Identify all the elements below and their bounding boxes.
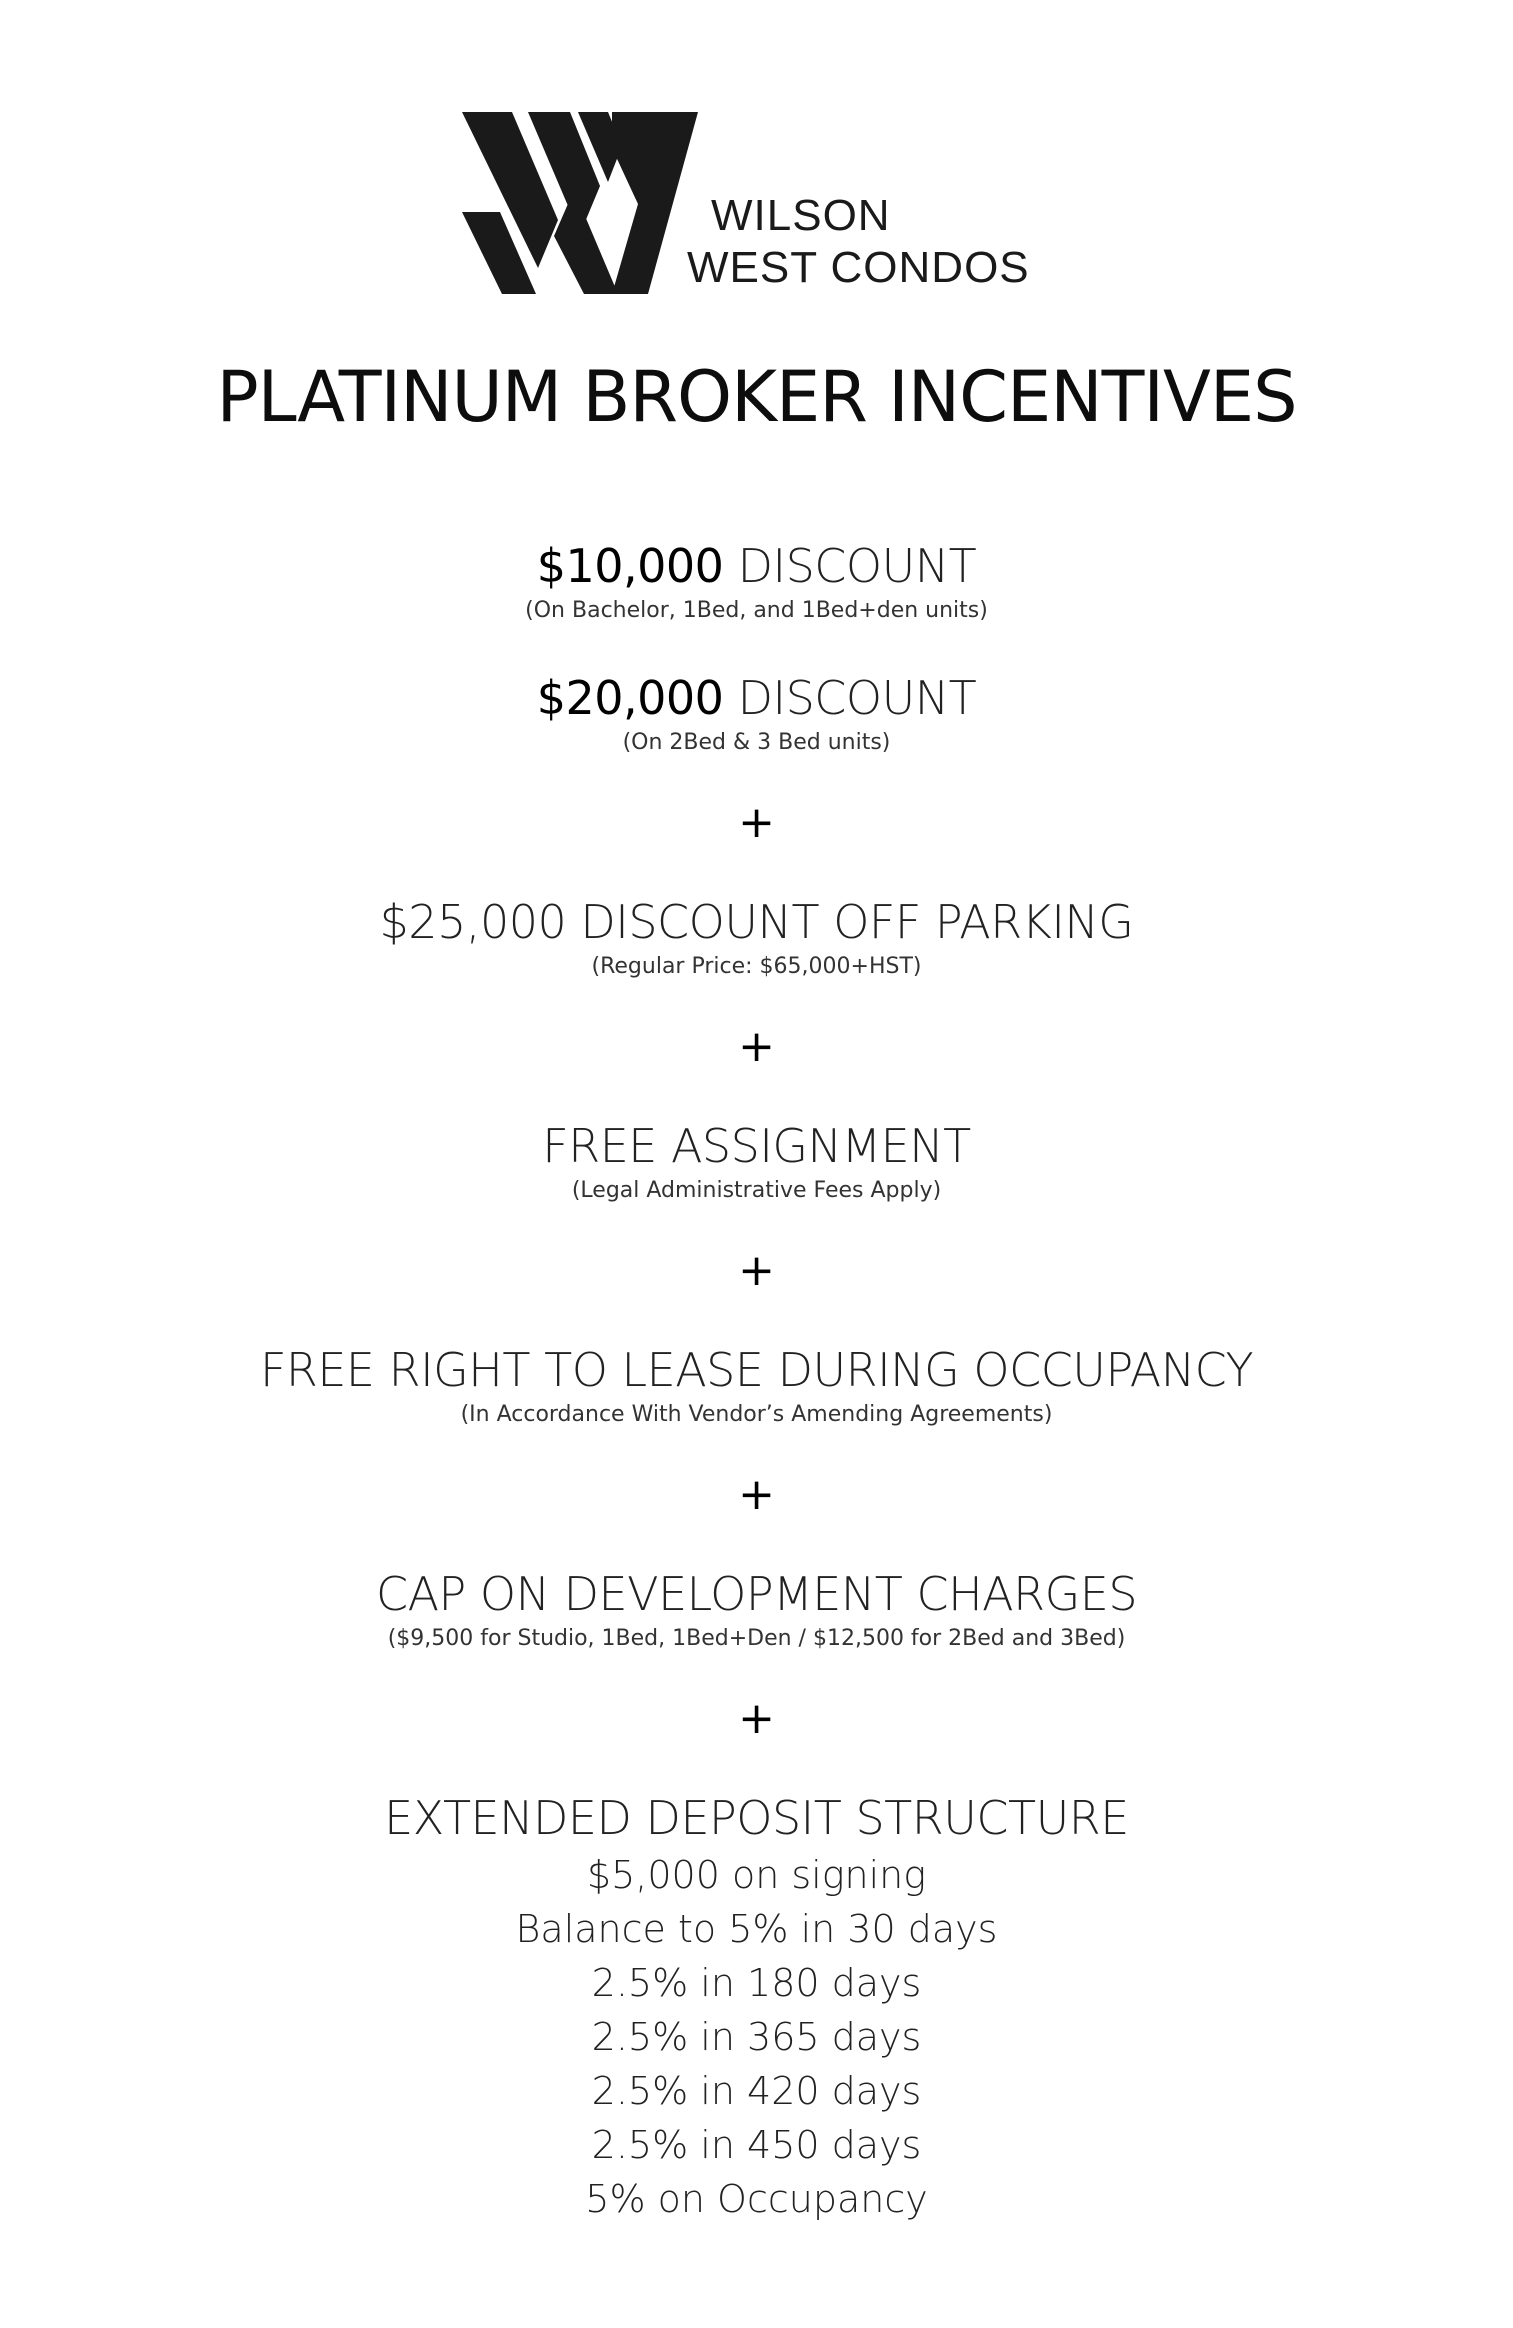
plus-separator: + — [738, 1245, 775, 1296]
deposit-heading: EXTENDED DEPOSIT STRUCTURE — [384, 1791, 1129, 1845]
deposit-line: Balance to 5% in 30 days — [515, 1907, 998, 1951]
plus-separator: + — [738, 797, 775, 848]
discount-amount: $10,000 — [536, 539, 724, 593]
incentive-note: (Regular Price: $65,000+HST) — [591, 954, 922, 979]
incentive-heading: FREE ASSIGNMENT — [542, 1119, 971, 1173]
logo-wordmark — [687, 190, 1030, 294]
incentive-heading: FREE RIGHT TO LEASE DURING OCCUPANCY — [259, 1343, 1254, 1397]
deposit-line: 5% on Occupancy — [585, 2177, 928, 2221]
plus-separator: + — [738, 1469, 775, 1520]
discount-item — [0, 668, 1513, 758]
incentive-note: ($9,500 for Studio, 1Bed, 1Bed+Den / $12,500 for 2Bed and 3Bed) — [387, 1626, 1126, 1651]
incentive-note: (Legal Administrative Fees Apply) — [571, 1178, 942, 1203]
logo-line-2: WEST CONDOS — [687, 243, 1030, 292]
deposit-line: 2.5% in 450 days — [591, 2123, 922, 2167]
discount-note: (On Bachelor, 1Bed, and 1Bed+den units) — [525, 598, 988, 623]
incentive-note: (In Accordance With Vendor’s Amending Agreements) — [460, 1402, 1053, 1427]
deposit-line: 2.5% in 180 days — [591, 1961, 922, 2005]
discount-label: DISCOUNT — [737, 671, 977, 725]
discount-item — [0, 536, 1513, 626]
plus-separator: + — [738, 1693, 775, 1744]
deposit-line: 2.5% in 365 days — [591, 2015, 922, 2059]
incentive-item — [0, 1116, 1513, 1206]
deposit-line: 2.5% in 420 days — [591, 2069, 922, 2113]
incentive-heading: CAP ON DEVELOPMENT CHARGES — [375, 1567, 1138, 1621]
discount-amount: $20,000 — [536, 671, 724, 725]
incentive-item — [0, 892, 1513, 982]
incentive-heading: $25,000 DISCOUNT OFF PARKING — [379, 895, 1134, 949]
plus-separator: + — [738, 1021, 775, 1072]
logo-line-1: WILSON — [711, 191, 891, 240]
discount-note: (On 2Bed & 3 Bed units) — [622, 730, 891, 755]
logo — [462, 108, 1062, 298]
deposit-line: $5,000 on signing — [586, 1853, 927, 1897]
discount-heading — [0, 536, 1513, 596]
incentive-item — [0, 1340, 1513, 1430]
incentives-list — [0, 536, 1513, 2226]
incentive-item — [0, 1564, 1513, 1654]
discount-heading — [0, 668, 1513, 728]
discount-label: DISCOUNT — [737, 539, 977, 593]
page-title: PLATINUM BROKER INCENTIVES — [216, 356, 1297, 438]
wilson-west-w-logo-icon — [462, 108, 702, 298]
deposit-structure — [0, 1788, 1513, 2226]
